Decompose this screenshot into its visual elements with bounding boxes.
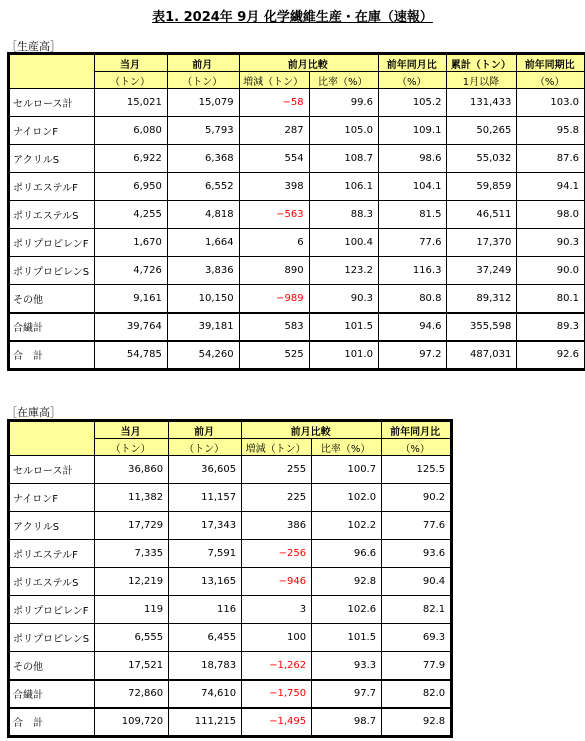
page-title: 表1. 2024年 9月 化学繊維生産・在庫（速報） — [152, 10, 433, 25]
table-row — [10, 89, 585, 117]
header-prev-unit: （トン） — [169, 439, 242, 456]
header-cumulative-unit: 1月以降 — [447, 72, 517, 89]
header-prev: 前月 — [167, 55, 239, 72]
cell-prev: 15,079 — [167, 89, 239, 117]
cell-yoy: 69.3 — [382, 624, 451, 652]
cell-change: 225 — [242, 484, 312, 512]
header-mom-change: 増減（トン） — [242, 439, 312, 456]
row-label: アクリルS — [10, 145, 95, 173]
cell-change: 386 — [242, 512, 312, 540]
cell-current: 119 — [95, 596, 169, 624]
header-current: 当月 — [95, 422, 169, 439]
inventory-table — [9, 421, 451, 736]
row-label: 合繊計 — [10, 313, 95, 341]
cell-change: −946 — [242, 568, 312, 596]
header-corner — [10, 422, 95, 456]
cell-change: −1,750 — [242, 680, 312, 708]
cell-current: 54,785 — [95, 341, 168, 369]
cell-cum_yoy: 80.1 — [517, 285, 585, 313]
table-row — [10, 313, 585, 341]
row-label: 合繊計 — [10, 680, 95, 708]
row-label: アクリルS — [10, 512, 95, 540]
table-row — [10, 708, 451, 736]
cell-current: 7,335 — [95, 540, 169, 568]
cell-ratio: 90.3 — [309, 285, 378, 313]
header-yoy-period: 前年同期比 — [517, 55, 585, 72]
cell-ratio: 106.1 — [309, 173, 378, 201]
row-label: その他 — [10, 652, 95, 680]
cell-ratio: 101.5 — [309, 313, 378, 341]
table-row — [10, 596, 451, 624]
cell-cum_yoy: 89.3 — [517, 313, 585, 341]
cell-cum_yoy: 87.6 — [517, 145, 585, 173]
table-row — [10, 201, 585, 229]
table-row — [10, 456, 451, 484]
table-row — [10, 652, 451, 680]
cell-prev: 6,368 — [167, 145, 239, 173]
table-row — [10, 145, 585, 173]
cell-prev: 116 — [169, 596, 242, 624]
cell-prev: 111,215 — [169, 708, 242, 736]
cell-yoy: 125.5 — [382, 456, 451, 484]
cell-ratio: 100.4 — [309, 229, 378, 257]
cell-ratio: 101.0 — [309, 341, 378, 369]
table-row — [10, 680, 451, 708]
cell-change: 287 — [239, 117, 309, 145]
cell-yoy: 93.6 — [382, 540, 451, 568]
cell-change: −256 — [242, 540, 312, 568]
cell-current: 4,255 — [95, 201, 168, 229]
cell-yoy: 97.2 — [378, 341, 446, 369]
cell-ratio: 98.7 — [312, 708, 382, 736]
row-label: ポリエステルS — [10, 568, 95, 596]
row-label: ポリプロピレンF — [10, 596, 95, 624]
cell-prev: 6,552 — [167, 173, 239, 201]
cell-cum_yoy: 95.8 — [517, 117, 585, 145]
cell-current: 17,729 — [95, 512, 169, 540]
cell-cum: 46,511 — [447, 201, 517, 229]
row-label: 合 計 — [10, 708, 95, 736]
cell-prev: 39,181 — [167, 313, 239, 341]
row-label: その他 — [10, 285, 95, 313]
cell-cum: 89,312 — [447, 285, 517, 313]
cell-change: −1,495 — [242, 708, 312, 736]
row-label: ポリエステルF — [10, 173, 95, 201]
cell-cum: 37,249 — [447, 257, 517, 285]
cell-ratio: 93.3 — [312, 652, 382, 680]
production-section-label: ［生産高］ — [6, 40, 61, 53]
cell-current: 12,219 — [95, 568, 169, 596]
header-current-unit: （トン） — [95, 72, 168, 89]
cell-current: 6,922 — [95, 145, 168, 173]
cell-current: 36,860 — [95, 456, 169, 484]
header-mom: 前月比較 — [242, 422, 382, 439]
cell-cum: 55,032 — [447, 145, 517, 173]
table-row — [10, 624, 451, 652]
cell-yoy: 116.3 — [378, 257, 446, 285]
cell-cum: 50,265 — [447, 117, 517, 145]
table-row — [10, 484, 451, 512]
header-yoy-unit: （%） — [378, 72, 446, 89]
cell-prev: 3,836 — [167, 257, 239, 285]
cell-yoy: 82.1 — [382, 596, 451, 624]
cell-yoy: 77.9 — [382, 652, 451, 680]
cell-cum: 59,859 — [447, 173, 517, 201]
cell-cum_yoy: 103.0 — [517, 89, 585, 117]
cell-ratio: 92.8 — [312, 568, 382, 596]
production-table — [9, 54, 585, 369]
table-row — [10, 285, 585, 313]
cell-prev: 36,605 — [169, 456, 242, 484]
header-yoy: 前年同月比 — [382, 422, 451, 439]
cell-cum: 487,031 — [447, 341, 517, 369]
cell-ratio: 102.0 — [312, 484, 382, 512]
row-label: ナイロンF — [10, 484, 95, 512]
cell-yoy: 82.0 — [382, 680, 451, 708]
cell-current: 39,764 — [95, 313, 168, 341]
cell-prev: 17,343 — [169, 512, 242, 540]
cell-prev: 10,150 — [167, 285, 239, 313]
cell-current: 1,670 — [95, 229, 168, 257]
cell-change: −58 — [239, 89, 309, 117]
header-prev: 前月 — [169, 422, 242, 439]
header-corner — [10, 55, 95, 89]
cell-prev: 18,783 — [169, 652, 242, 680]
cell-ratio: 102.6 — [312, 596, 382, 624]
cell-ratio: 102.2 — [312, 512, 382, 540]
cell-current: 4,726 — [95, 257, 168, 285]
cell-yoy: 80.8 — [378, 285, 446, 313]
row-label: ポリプロピレンF — [10, 229, 95, 257]
cell-prev: 1,664 — [167, 229, 239, 257]
cell-prev: 11,157 — [169, 484, 242, 512]
cell-change: −563 — [239, 201, 309, 229]
row-label: ポリエステルF — [10, 540, 95, 568]
header-prev-unit: （トン） — [167, 72, 239, 89]
row-label: セルロース計 — [10, 456, 95, 484]
header-current-unit: （トン） — [95, 439, 169, 456]
table-row — [10, 257, 585, 285]
cell-cum_yoy: 90.0 — [517, 257, 585, 285]
cell-current: 6,950 — [95, 173, 168, 201]
cell-yoy: 77.6 — [382, 512, 451, 540]
cell-current: 15,021 — [95, 89, 168, 117]
header-yoy-unit: （%） — [382, 439, 451, 456]
cell-ratio: 108.7 — [309, 145, 378, 173]
cell-yoy: 81.5 — [378, 201, 446, 229]
cell-ratio: 97.7 — [312, 680, 382, 708]
cell-change: 398 — [239, 173, 309, 201]
cell-cum: 355,598 — [447, 313, 517, 341]
header-mom-ratio: 比率（%） — [312, 439, 382, 456]
header-yoy-period-unit: （%） — [517, 72, 585, 89]
cell-prev: 4,818 — [167, 201, 239, 229]
cell-change: 6 — [239, 229, 309, 257]
cell-change: 3 — [242, 596, 312, 624]
cell-cum_yoy: 92.6 — [517, 341, 585, 369]
table-row — [10, 341, 585, 369]
cell-change: 255 — [242, 456, 312, 484]
header-mom-change: 増減（トン） — [239, 72, 309, 89]
cell-yoy: 90.4 — [382, 568, 451, 596]
table-row — [10, 229, 585, 257]
cell-prev: 13,165 — [169, 568, 242, 596]
table-row — [10, 173, 585, 201]
cell-ratio: 123.2 — [309, 257, 378, 285]
cell-change: 890 — [239, 257, 309, 285]
cell-current: 17,521 — [95, 652, 169, 680]
cell-change: 525 — [239, 341, 309, 369]
cell-cum_yoy: 94.1 — [517, 173, 585, 201]
header-cumulative: 累計（トン） — [447, 55, 517, 72]
table-row — [10, 512, 451, 540]
cell-current: 6,080 — [95, 117, 168, 145]
row-label: ナイロンF — [10, 117, 95, 145]
cell-change: −1,262 — [242, 652, 312, 680]
row-label: セルロース計 — [10, 89, 95, 117]
cell-ratio: 100.7 — [312, 456, 382, 484]
cell-ratio: 105.0 — [309, 117, 378, 145]
cell-prev: 54,260 — [167, 341, 239, 369]
row-label: ポリプロピレンS — [10, 624, 95, 652]
cell-prev: 5,793 — [167, 117, 239, 145]
cell-ratio: 101.5 — [312, 624, 382, 652]
cell-yoy: 94.6 — [378, 313, 446, 341]
cell-cum_yoy: 98.0 — [517, 201, 585, 229]
table-row — [10, 540, 451, 568]
cell-change: 554 — [239, 145, 309, 173]
row-label: ポリプロピレンS — [10, 257, 95, 285]
cell-cum: 131,433 — [447, 89, 517, 117]
cell-yoy: 77.6 — [378, 229, 446, 257]
header-mom: 前月比較 — [239, 55, 378, 72]
header-yoy: 前年同月比 — [378, 55, 446, 72]
cell-change: 100 — [242, 624, 312, 652]
cell-ratio: 88.3 — [309, 201, 378, 229]
cell-current: 109,720 — [95, 708, 169, 736]
cell-yoy: 109.1 — [378, 117, 446, 145]
cell-yoy: 98.6 — [378, 145, 446, 173]
cell-cum: 17,370 — [447, 229, 517, 257]
cell-current: 6,555 — [95, 624, 169, 652]
row-label: 合 計 — [10, 341, 95, 369]
cell-ratio: 99.6 — [309, 89, 378, 117]
cell-yoy: 92.8 — [382, 708, 451, 736]
header-mom-ratio: 比率（%） — [309, 72, 378, 89]
cell-prev: 74,610 — [169, 680, 242, 708]
cell-cum_yoy: 90.3 — [517, 229, 585, 257]
header-current: 当月 — [95, 55, 168, 72]
cell-prev: 6,455 — [169, 624, 242, 652]
cell-yoy: 104.1 — [378, 173, 446, 201]
cell-current: 9,161 — [95, 285, 168, 313]
cell-current: 11,382 — [95, 484, 169, 512]
cell-ratio: 96.6 — [312, 540, 382, 568]
cell-yoy: 90.2 — [382, 484, 451, 512]
table-row — [10, 117, 585, 145]
cell-current: 72,860 — [95, 680, 169, 708]
cell-change: −989 — [239, 285, 309, 313]
row-label: ポリエステルS — [10, 201, 95, 229]
inventory-section-label: ［在庫高］ — [6, 406, 61, 419]
cell-prev: 7,591 — [169, 540, 242, 568]
cell-change: 583 — [239, 313, 309, 341]
cell-yoy: 105.2 — [378, 89, 446, 117]
table-row — [10, 568, 451, 596]
